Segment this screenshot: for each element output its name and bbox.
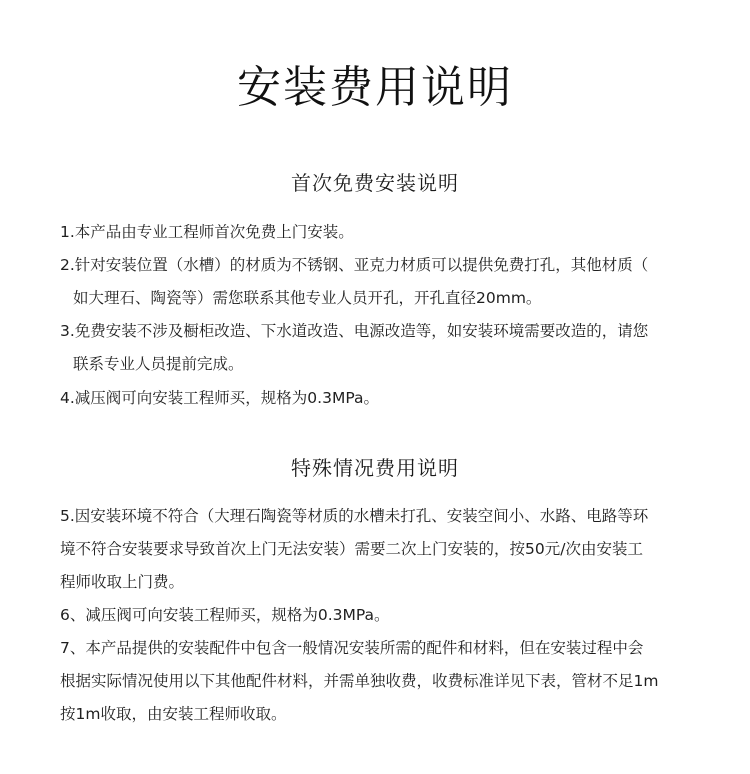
- list-item: 6、减压阀可向安装工程师买，规格为0.3MPa。: [60, 606, 390, 624]
- list-item: 7、本产品提供的安装配件中包含一般情况安装所需的配件和材料，但在安装过程中会: [60, 639, 644, 657]
- list-item: 3.免费安装不涉及橱柜改造、下水道改造、电源改造等，如安装环境需要改造的，请您: [60, 322, 649, 340]
- list-item-continuation: 根据实际情况使用以下其他配件材料，并需单独收费，收费标准详见下表，管材不足1m: [60, 672, 659, 690]
- section-heading-free-install: 首次免费安装说明: [291, 171, 459, 195]
- list-item-continuation: 按1m收取，由安装工程师收取。: [60, 705, 287, 723]
- list-item: 1.本产品由专业工程师首次免费上门安装。: [60, 223, 354, 241]
- section-heading-special-fees: 特殊情况费用说明: [291, 456, 459, 480]
- list-item: 4.减压阀可向安装工程师买，规格为0.3MPa。: [60, 389, 379, 407]
- list-item-continuation: 程师收取上门费。: [60, 573, 185, 591]
- list-item-continuation: 境不符合安装要求导致首次上门无法安装）需要二次上门安装的，按50元/次由安装工: [60, 540, 643, 558]
- page-title: 安装费用说明: [237, 62, 513, 113]
- list-item: 5.因安装环境不符合（大理石陶瓷等材质的水槽未打孔、安装空间小、水路、电路等环: [60, 507, 649, 525]
- list-item: 2.针对安装位置（水槽）的材质为不锈钢、亚克力材质可以提供免费打孔，其他材质（: [60, 256, 649, 274]
- list-item-continuation: 联系专业人员提前完成。: [73, 355, 244, 373]
- list-item-continuation: 如大理石、陶瓷等）需您联系其他专业人员开孔，开孔直径20mm。: [73, 289, 542, 307]
